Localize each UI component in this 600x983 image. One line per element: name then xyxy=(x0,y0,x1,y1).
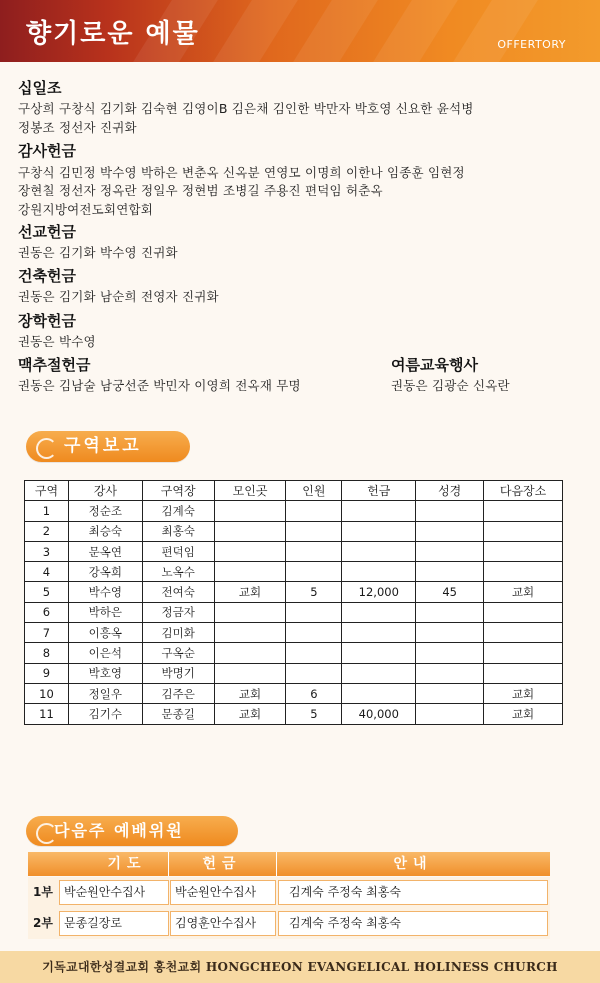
page-title: 향기로운 예물 xyxy=(26,19,200,49)
table-cell xyxy=(416,623,484,643)
table-cell: 박하은 xyxy=(68,602,142,622)
table-cell: 5 xyxy=(286,704,342,724)
table-cell: 45 xyxy=(416,582,484,602)
table-cell: 박수영 xyxy=(68,582,142,602)
prayer-cell: 박순원안수집사 xyxy=(59,880,169,905)
table-cell: 2 xyxy=(25,521,69,541)
next-week-table xyxy=(28,852,550,938)
district-report-table xyxy=(24,480,563,725)
table-cell: 박명기 xyxy=(142,663,214,683)
table-cell: 40,000 xyxy=(342,704,416,724)
table-cell xyxy=(214,663,286,683)
table-cell: 교회 xyxy=(214,683,286,703)
table-cell: 구옥순 xyxy=(142,643,214,663)
col-header: 구역 xyxy=(25,481,69,501)
table-row xyxy=(25,582,563,602)
table-cell xyxy=(416,521,484,541)
table-cell xyxy=(342,623,416,643)
table-cell xyxy=(484,562,563,582)
col-header: 인원 xyxy=(286,481,342,501)
col-header: 성경 xyxy=(416,481,484,501)
table-cell xyxy=(342,562,416,582)
table-cell xyxy=(214,602,286,622)
table-cell: 5 xyxy=(286,582,342,602)
table-cell: 12,000 xyxy=(342,582,416,602)
table-cell xyxy=(342,541,416,561)
table-cell: 박호영 xyxy=(68,663,142,683)
table-cell: 4 xyxy=(25,562,69,582)
table-cell xyxy=(342,643,416,663)
table-row xyxy=(25,663,563,683)
table-cell xyxy=(286,663,342,683)
table-cell: 9 xyxy=(25,663,69,683)
table-cell: 6 xyxy=(286,683,342,703)
table-cell xyxy=(416,541,484,561)
thanks-line-3: 강원지방여전도회연합회 xyxy=(18,202,154,217)
table-row xyxy=(25,704,563,724)
next-week-header xyxy=(28,852,550,876)
table-cell: 전여숙 xyxy=(142,582,214,602)
table-cell: 정금자 xyxy=(142,602,214,622)
table-cell xyxy=(214,623,286,643)
prayer-cell: 문종길장로 xyxy=(59,911,169,936)
district-report-title-text: 구역보고 xyxy=(64,436,142,456)
table-cell xyxy=(484,501,563,521)
table-cell xyxy=(286,623,342,643)
next-week-row-1 xyxy=(28,877,550,908)
offering-cell: 김영훈안수집사 xyxy=(170,911,276,936)
table-cell: 편덕임 xyxy=(142,541,214,561)
table-cell xyxy=(342,602,416,622)
offering-cell: 박순원안수집사 xyxy=(170,880,276,905)
harvest-title: 맥추절헌금 xyxy=(18,356,91,374)
usher-cell: 김계숙 주정숙 최홍숙 xyxy=(278,911,548,936)
thanks-title: 감사헌금 xyxy=(18,142,76,160)
table-cell xyxy=(214,562,286,582)
thanks-line-1: 구창식 김민정 박수영 박하은 변춘옥 신옥분 연영모 이명희 이한나 임종훈 임현정 xyxy=(18,165,465,180)
table-cell xyxy=(342,521,416,541)
table-cell: 3 xyxy=(25,541,69,561)
table-row xyxy=(25,602,563,622)
district-report-title xyxy=(26,431,190,462)
table-cell xyxy=(214,501,286,521)
table-cell xyxy=(416,683,484,703)
table-cell xyxy=(214,521,286,541)
table-cell: 교회 xyxy=(484,582,563,602)
building-title: 건축헌금 xyxy=(18,267,76,285)
table-cell: 이은석 xyxy=(68,643,142,663)
mission-title: 선교헌금 xyxy=(18,223,76,241)
table-cell: 문옥연 xyxy=(68,541,142,561)
next-week-row-2 xyxy=(28,908,550,939)
usher-cell: 김계숙 주정숙 최홍숙 xyxy=(278,880,548,905)
harvest-line: 권동은 김남술 남궁선준 박민자 이영희 전옥재 무명 xyxy=(18,378,301,393)
table-cell: 정일우 xyxy=(68,683,142,703)
scholarship-title: 장학헌금 xyxy=(18,312,76,330)
table-cell: 교회 xyxy=(214,704,286,724)
service-label: 2부 xyxy=(33,916,53,930)
table-row xyxy=(25,521,563,541)
col-header-prayer: 기도 xyxy=(107,856,147,872)
table-row xyxy=(25,683,563,703)
table-cell: 10 xyxy=(25,683,69,703)
table-cell: 11 xyxy=(25,704,69,724)
col-header: 헌금 xyxy=(342,481,416,501)
table-cell xyxy=(286,562,342,582)
scholarship-line: 권동은 박수영 xyxy=(18,334,96,349)
header-banner xyxy=(0,0,600,62)
table-cell xyxy=(416,643,484,663)
table-cell xyxy=(286,521,342,541)
col-header-offering: 헌금 xyxy=(202,856,242,872)
table-cell xyxy=(416,663,484,683)
table-cell: 최홍숙 xyxy=(142,521,214,541)
table-cell: 6 xyxy=(25,602,69,622)
table-cell xyxy=(484,663,563,683)
table-cell xyxy=(286,541,342,561)
table-cell xyxy=(416,704,484,724)
table-cell: 7 xyxy=(25,623,69,643)
table-cell: 1 xyxy=(25,501,69,521)
table-cell xyxy=(416,562,484,582)
table-cell xyxy=(416,602,484,622)
col-header: 모인곳 xyxy=(214,481,286,501)
table-cell xyxy=(416,501,484,521)
col-header: 강사 xyxy=(68,481,142,501)
table-row xyxy=(25,643,563,663)
summer-title: 여름교육행사 xyxy=(391,356,478,374)
col-header: 다음장소 xyxy=(484,481,563,501)
table-header-row xyxy=(25,481,563,501)
table-cell xyxy=(286,602,342,622)
table-row xyxy=(25,562,563,582)
table-cell xyxy=(342,501,416,521)
col-header: 구역장 xyxy=(142,481,214,501)
table-cell: 교회 xyxy=(484,683,563,703)
table-cell xyxy=(286,643,342,663)
table-cell xyxy=(484,643,563,663)
table-cell: 김기수 xyxy=(68,704,142,724)
thanks-line-2: 장현칠 정선자 정옥란 정일우 정현범 조병길 주용진 편덕임 허춘옥 xyxy=(18,183,383,198)
col-header-usher: 안내 xyxy=(393,856,433,872)
table-cell: 정순조 xyxy=(68,501,142,521)
building-line: 권동은 김기화 남순희 전영자 진귀화 xyxy=(18,289,219,304)
page-subtitle: OFFERTORY xyxy=(497,38,566,51)
table-row xyxy=(25,623,563,643)
table-cell xyxy=(484,541,563,561)
next-week-title-text: 다음주 예배위원 xyxy=(54,821,184,840)
table-row xyxy=(25,541,563,561)
table-cell: 교회 xyxy=(214,582,286,602)
table-cell: 김주은 xyxy=(142,683,214,703)
tithe-title: 십일조 xyxy=(18,79,62,97)
table-cell: 교회 xyxy=(484,704,563,724)
table-cell xyxy=(484,623,563,643)
service-label: 1부 xyxy=(33,885,53,899)
table-row xyxy=(25,501,563,521)
table-cell: 김계숙 xyxy=(142,501,214,521)
mission-line: 권동은 김기화 박수영 진귀화 xyxy=(18,245,178,260)
table-cell: 이흥옥 xyxy=(68,623,142,643)
summer-line: 권동은 김광순 신옥란 xyxy=(391,378,510,393)
table-cell xyxy=(342,683,416,703)
table-cell xyxy=(342,663,416,683)
table-cell: 문종길 xyxy=(142,704,214,724)
table-cell xyxy=(484,521,563,541)
tithe-line-1: 구상희 구창식 김기화 김숙현 김영이B 김은채 김인한 박만자 박호영 신요한 윤석병 xyxy=(18,101,474,116)
church-footer: 기독교대한성결교회 홍천교회 HONGCHEON EVANGELICAL HOLINESS CHURCH xyxy=(0,951,600,983)
table-cell xyxy=(484,602,563,622)
table-cell: 김미화 xyxy=(142,623,214,643)
table-cell: 8 xyxy=(25,643,69,663)
next-week-title xyxy=(26,816,238,846)
table-cell xyxy=(214,541,286,561)
table-cell xyxy=(214,643,286,663)
table-cell: 강옥희 xyxy=(68,562,142,582)
table-cell xyxy=(286,501,342,521)
table-cell: 최승숙 xyxy=(68,521,142,541)
table-cell: 5 xyxy=(25,582,69,602)
tithe-line-2: 정봉조 정선자 진귀화 xyxy=(18,120,137,135)
table-cell: 노옥수 xyxy=(142,562,214,582)
